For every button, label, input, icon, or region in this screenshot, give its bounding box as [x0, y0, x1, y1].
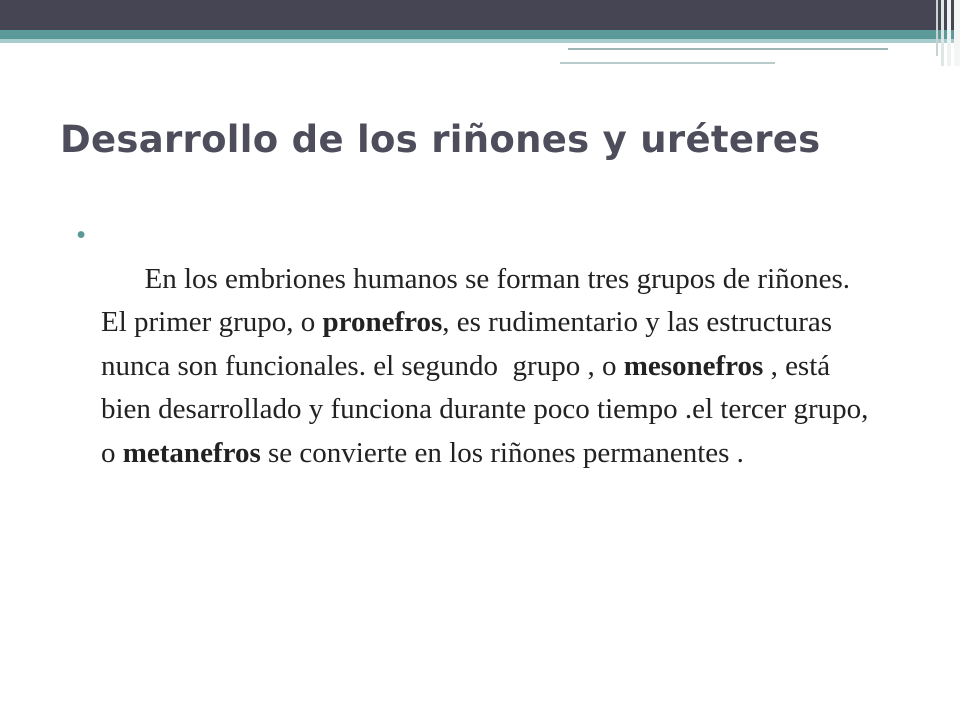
accent-stripe-fade [0, 39, 960, 43]
decorative-bars [922, 0, 960, 66]
decorative-bar [954, 0, 960, 66]
decorative-bar [936, 0, 938, 56]
header-band [0, 0, 960, 30]
term-mesonefros: mesonefros [623, 349, 764, 382]
slide-title: Desarrollo de los riñones y uréteres [60, 118, 821, 161]
bullet-marker: • [76, 219, 87, 251]
slide-body [76, 214, 876, 519]
bullet-item [76, 214, 876, 519]
decorative-line [568, 48, 888, 50]
text-segment: , está bien desarrollado y funciona durante poco tiempo .el tercer grupo, o [101, 349, 876, 469]
text-segment: se convierte en los riñones permanentes . [260, 436, 744, 469]
term-metanefros: metanefros [122, 436, 261, 469]
decorative-bar [941, 0, 944, 66]
bullet-text [101, 263, 876, 513]
decorative-bar [947, 0, 951, 66]
text-segment: En los embriones humanos se forman tres grupos de riñones. El primer grupo, o [101, 262, 858, 338]
decorative-line [560, 62, 775, 64]
accent-stripe [0, 30, 960, 39]
term-pronefros: pronefros [322, 306, 443, 338]
text-segment: , es rudimentario y las estructuras nunca son funcionales. el segundo grupo , o [101, 306, 840, 382]
